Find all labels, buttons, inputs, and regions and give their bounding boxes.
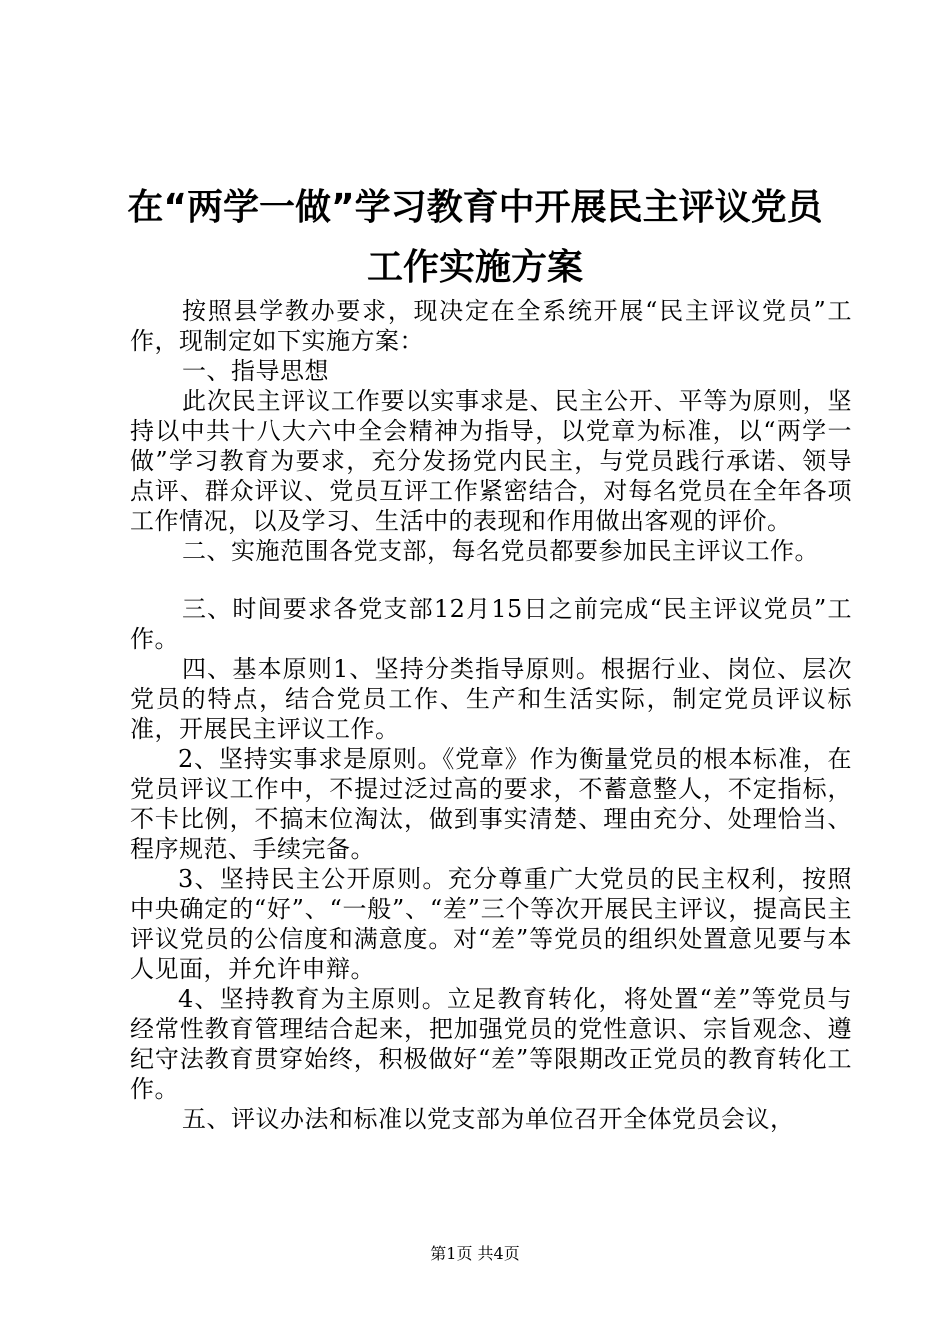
paragraph-spacer	[130, 566, 852, 594]
paragraph-scope: 二、实施范围各党支部，每名党员都要参加民主评议工作。	[182, 537, 819, 565]
document-body	[130, 296, 852, 1134]
page-footer: 第1页 共4页	[430, 1244, 520, 1263]
paragraph-time-requirement: 三、时间要求各党支部12月15日之前完成“民主评议党员”工作。	[130, 595, 852, 653]
paragraph-intro: 按照县学教办要求，现决定在全系统开展“民主评议党员”工作，现制定如下实施方案：	[130, 297, 852, 355]
paragraph-basic-principles: 四、基本原则1、坚持分类指导原则。根据行业、岗位、层次党员的特点，结合党员工作、生产和生活实际，制定党员评议标准，开展民主评议工作。	[130, 655, 852, 743]
section-heading-guiding-thought: 一、指导思想	[182, 357, 329, 385]
paragraph-principle-2: 2、坚持实事求是原则。《党章》作为衡量党员的根本标准，在党员评议工作中，不提过泛过高的要求，不蓄意整人，不定指标，不卡比例，不搞末位淘汰，做到事实清楚、理由充分、处理恰当、程序规范、手续完备。	[130, 745, 852, 863]
paragraph-guiding-thought: 此次民主评议工作要以实事求是、民主公开、平等为原则，坚持以中共十八大六中全会精神为指导，以党章为标准，以“两学一做”学习教育为要求，充分发扬党内民主，与党员践行承诺、领导点评、群众评议、党员互评工作紧密结合，对每名党员在全年各项工作情况，以及学习、生活中的表现和作用做出客观的评价。	[130, 387, 852, 535]
document-title-line-1: 在“两学一做”学习教育中开展民主评议党员	[127, 187, 823, 228]
paragraph-principle-3: 3、坚持民主公开原则。充分尊重广大党员的民主权利，按照中央确定的“好”、“一般”、“差”三个等次开展民主评议，提高民主评议党员的公信度和满意度。对“差”等党员的组织处置意见要与本人见面，并允许申辩。	[130, 865, 852, 983]
paragraph-principle-4: 4、坚持教育为主原则。立足教育转化，将处置“差”等党员与经常性教育管理结合起来，把加强党员的党性意识、宗旨观念、遵纪守法教育贯穿始终，积极做好“差”等限期改正党员的教育转化工作。	[130, 985, 852, 1103]
document-title-line-2: 工作实施方案	[366, 247, 583, 288]
paragraph-evaluation-method: 五、评议办法和标准以党支部为单位召开全体党员会议，	[182, 1105, 795, 1133]
